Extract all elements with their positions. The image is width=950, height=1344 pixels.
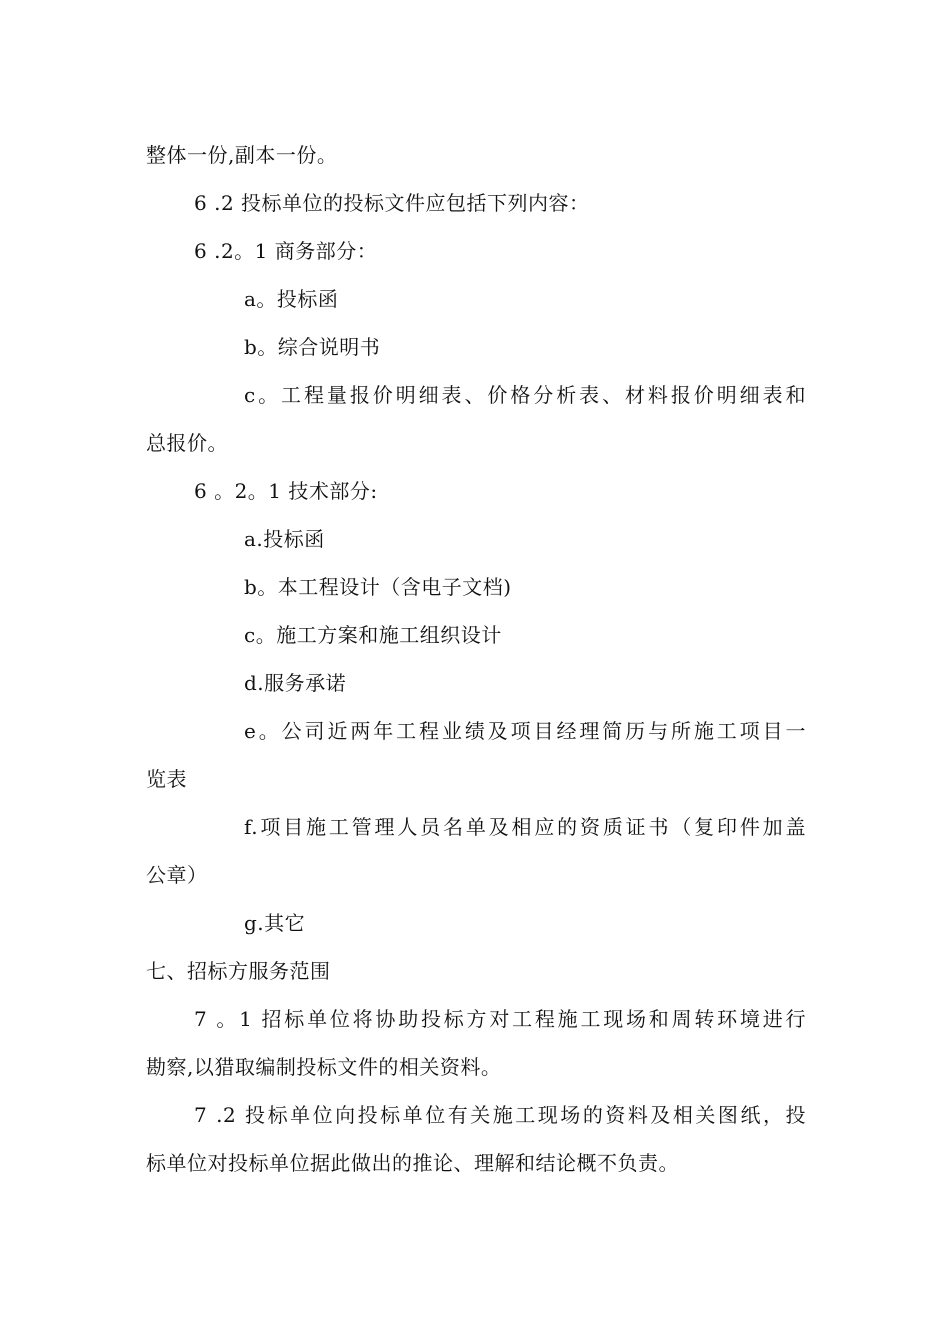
subsection-heading-business: 6 .2。1 商务部分： — [194, 239, 378, 263]
list-item: a。投标函 — [244, 287, 339, 311]
list-item: c。工程量报价明细表、价格分析表、材料报价明细表和 — [244, 383, 806, 407]
list-item-continuation: 公章） — [146, 863, 208, 887]
section-heading-6-2: 6 .2 投标单位的投标文件应包括下列内容： — [194, 191, 590, 215]
paragraph-line: 整体一份,副本一份。 — [146, 143, 338, 167]
list-item: f.项目施工管理人员名单及相应的资质证书（复印件加盖 — [244, 815, 806, 839]
list-item: b。综合说明书 — [244, 335, 381, 359]
paragraph-7-1: 7 。1 招标单位将协助投标方对工程施工现场和周转环境进行 — [194, 1007, 806, 1031]
list-item: d.服务承诺 — [244, 671, 347, 695]
paragraph-continuation: 勘察,以猎取编制投标文件的相关资料。 — [146, 1055, 502, 1079]
list-item: g.其它 — [244, 911, 306, 935]
subsection-heading-technical: 6 。2。1 技术部分: — [194, 479, 378, 503]
list-item: b。本工程设计（含电子文档) — [244, 575, 512, 599]
list-item-continuation: 览表 — [146, 767, 187, 791]
document-body — [146, 131, 806, 1187]
paragraph-7-2: 7 .2 投标单位向投标单位有关施工现场的资料及相关图纸，投 — [194, 1103, 806, 1127]
list-item: c。施工方案和施工组织设计 — [244, 623, 502, 647]
list-item: a.投标函 — [244, 527, 325, 551]
section-heading-7: 七、招标方服务范围 — [146, 959, 331, 983]
paragraph-continuation: 标单位对投标单位据此做出的推论、理解和结论概不负责。 — [146, 1151, 679, 1175]
list-item-continuation: 总报价。 — [146, 431, 228, 455]
list-item: e。公司近两年工程业绩及项目经理简历与所施工项目一 — [244, 719, 806, 743]
